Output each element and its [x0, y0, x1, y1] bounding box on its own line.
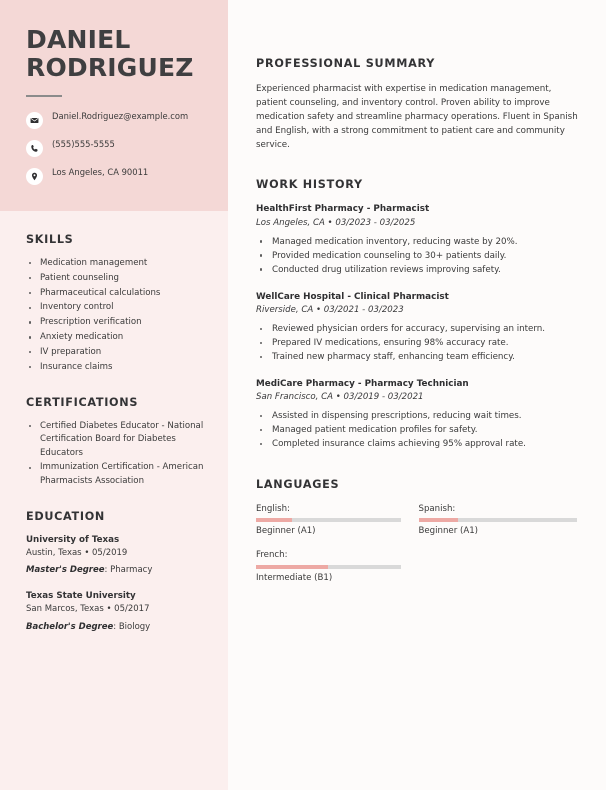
list-item: Reviewed physician orders for accuracy, supervising an intern. [256, 322, 581, 336]
job-meta: San Francisco, CA • 03/2019 - 03/2021 [256, 392, 424, 403]
list-item: Trained new pharmacy staff, enhancing team efficiency. [256, 350, 581, 364]
job-bullet-list [256, 322, 581, 364]
professional-summary-text: Experienced pharmacist with expertise in medication management, patient counseling, and inventory control. Proven ability to improve medication safety and streamline pharmacy operations. Fluent in Spanish and English, with a strong commitment to patient care and community service. [256, 84, 578, 151]
main-content [228, 0, 606, 790]
language-proficiency-fill [256, 518, 292, 522]
contact-phone-text: (555)555-5555 [52, 138, 115, 149]
education-school: University of Texas [26, 535, 120, 546]
education-entry [26, 590, 204, 633]
last-name: RODRIGUEZ [26, 53, 194, 82]
language-level: Beginner (A1) [256, 526, 316, 537]
language-name: English: [256, 503, 290, 514]
language-proficiency-bar [419, 518, 578, 522]
languages-grid [256, 503, 581, 597]
list-item: Prepared IV medications, ensuring 98% accuracy rate. [256, 336, 581, 350]
list-item: Immunization Certification - American Pharmacists Association [26, 461, 204, 488]
education-heading: EDUCATION [26, 510, 105, 524]
list-item: Patient counseling [26, 272, 204, 285]
job-meta: Los Angeles, CA • 03/2023 - 03/2025 [256, 217, 416, 228]
work-history-section [256, 178, 581, 451]
certifications-list [26, 420, 204, 488]
language-level: Beginner (A1) [418, 526, 479, 537]
professional-summary-heading: PROFESSIONAL SUMMARY [256, 57, 436, 70]
job-entry [256, 203, 581, 276]
list-item: Pharmaceutical calculations [26, 287, 204, 300]
sidebar-body [0, 211, 228, 633]
contact-location-text: Los Angeles, CA 90011 [52, 166, 149, 177]
education-entry [26, 534, 204, 577]
language-item-english [256, 503, 419, 539]
job-title: MediCare Pharmacy - Pharmacy Technician [256, 379, 469, 390]
list-item: Prescription verification [26, 316, 204, 329]
list-item: Certified Diabetes Educator - National Certification Board for Diabetes Educators [26, 420, 204, 460]
sidebar [0, 0, 228, 790]
list-item: Assisted in dispensing prescriptions, reducing wait times. [256, 409, 581, 423]
education-school: Texas State University [26, 591, 136, 602]
list-item: Completed insurance claims achieving 95% approval rate. [256, 437, 581, 451]
education-section [26, 510, 204, 633]
job-bullet-list [256, 235, 581, 277]
certifications-heading: CERTIFICATIONS [26, 396, 139, 409]
contact-item-location [26, 167, 204, 185]
language-proficiency-bar [256, 518, 401, 522]
list-item: Managed medication inventory, reducing waste by 20%. [256, 235, 581, 249]
list-item: Inventory control [26, 301, 204, 314]
language-item-spanish [419, 503, 582, 539]
location-pin-icon [26, 168, 43, 185]
skills-list [26, 257, 204, 374]
education-degree-value: : Pharmacy [104, 565, 153, 576]
contact-email-text: Daniel.Rodriguez@example.com [52, 110, 189, 121]
list-item: Conducted drug utilization reviews improving safety. [256, 263, 581, 277]
education-degree [26, 621, 204, 634]
job-bullet-list [256, 409, 581, 451]
work-history-heading: WORK HISTORY [256, 178, 363, 192]
language-proficiency-bar [256, 565, 401, 569]
job-title: HealthFirst Pharmacy - Pharmacist [256, 204, 430, 215]
phone-icon [26, 140, 43, 157]
education-meta: Austin, Texas • 05/2019 [26, 547, 128, 558]
language-level: Intermediate (B1) [256, 573, 333, 584]
education-degree [26, 564, 204, 577]
language-name: French: [256, 550, 288, 561]
language-proficiency-fill [419, 518, 459, 522]
education-degree-label: Master's Degree [26, 565, 105, 576]
language-item-french [256, 549, 419, 585]
list-item: Insurance claims [26, 361, 204, 374]
language-proficiency-fill [256, 565, 328, 569]
education-degree-value: : Biology [113, 621, 151, 632]
education-degree-label: Bachelor's Degree [26, 621, 114, 632]
education-meta: San Marcos, Texas • 05/2017 [26, 603, 150, 614]
title-divider [26, 95, 62, 97]
contact-item-email [26, 111, 204, 129]
list-item: Anxiety medication [26, 331, 204, 344]
contact-list [26, 111, 204, 185]
job-entry [256, 378, 581, 451]
sidebar-header [0, 0, 228, 211]
list-item: Medication management [26, 257, 204, 270]
languages-heading: LANGUAGES [256, 477, 340, 491]
envelope-icon [26, 112, 43, 129]
page-title [26, 26, 204, 82]
skills-heading: SKILLS [26, 233, 74, 246]
skills-section [26, 233, 204, 374]
language-name: Spanish: [418, 503, 456, 514]
languages-section [256, 478, 581, 597]
certifications-section [26, 396, 204, 488]
contact-item-phone [26, 139, 204, 157]
job-entry [256, 291, 581, 364]
job-title: WellCare Hospital - Clinical Pharmacist [256, 291, 449, 302]
job-meta: Riverside, CA • 03/2021 - 03/2023 [256, 305, 404, 316]
list-item: Provided medication counseling to 30+ patients daily. [256, 249, 581, 263]
first-name: DANIEL [26, 25, 131, 54]
list-item: Managed patient medication profiles for safety. [256, 423, 581, 437]
professional-summary-section [256, 57, 581, 152]
list-item: IV preparation [26, 346, 204, 359]
